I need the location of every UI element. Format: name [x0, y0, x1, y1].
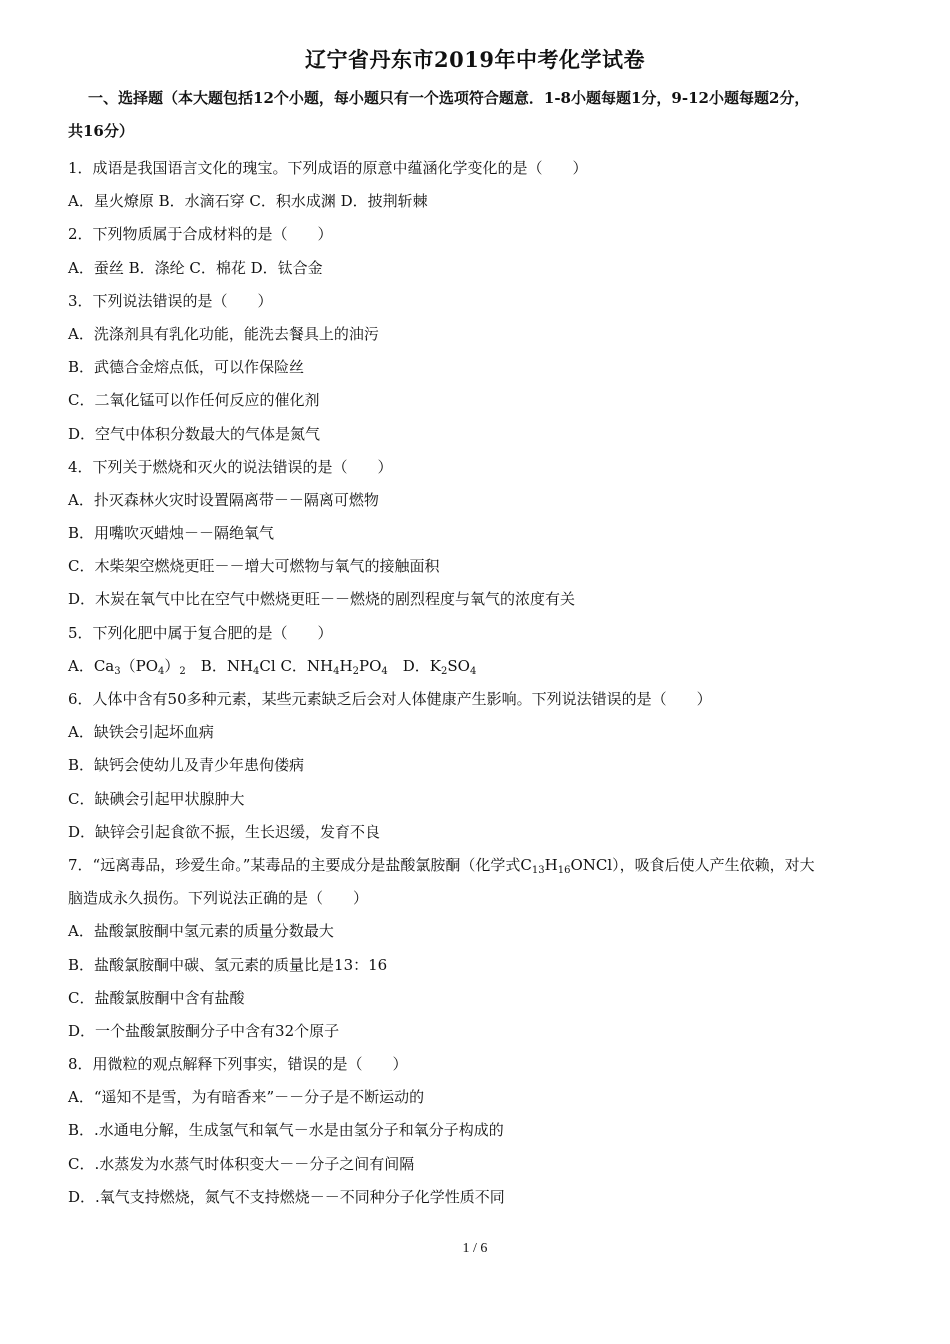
q5-text: A．Ca	[68, 656, 115, 675]
question-7-option-d: D．一个盐酸氯胺酮分子中含有32个原子	[68, 1021, 340, 1040]
q5-subscript: 4	[333, 665, 340, 677]
question-8-option-a: A．“遥知不是雪，为有暗香来”－－分子是不断运动的	[68, 1088, 425, 1107]
page-title: 辽宁省丹东市2019年中考化学试卷	[305, 47, 645, 72]
q7-subscript: 13	[531, 864, 545, 876]
section-heading	[68, 82, 908, 148]
q5-text: SO	[447, 656, 470, 675]
question-2-stem: 2．下列物质属于合成材料的是（ ）	[68, 225, 333, 244]
question-8-stem: 8．用微粒的观点解释下列事实，错误的是（ ）	[68, 1055, 408, 1074]
question-7-option-a: A．盐酸氯胺酮中氢元素的质量分数最大	[68, 922, 334, 941]
question-3-option-c: C．二氧化锰可以作任何反应的催化剂	[68, 391, 320, 410]
q5-text: ）	[164, 656, 180, 675]
q5-text: Cl C．NH	[259, 656, 334, 675]
question-4-stem: 4．下列关于燃烧和灭火的说法错误的是（ ）	[68, 457, 393, 476]
question-1-stem: 1．成语是我国语言文化的瑰宝。下列成语的原意中蕴涵化学变化的是（ ）	[68, 159, 588, 177]
q5-subscript: 4	[469, 665, 477, 677]
q5-text: PO	[358, 656, 382, 675]
q5-subscript: 4	[253, 665, 260, 677]
question-3-stem: 3．下列说法错误的是（ ）	[68, 291, 273, 310]
question-6-stem: 6．人体中含有50多种元素，某些元素缺乏后会对人体健康产生影响。下列说法错误的是（ ）	[68, 690, 712, 708]
question-5-stem: 5．下列化肥中属于复合肥的是（ ）	[68, 623, 333, 642]
q5-subscript: 2	[440, 665, 448, 677]
q7-text: ONCl），吸食后使人产生依赖，对大	[570, 855, 815, 874]
question-3-option-a: A．洗涤剂具有乳化功能，能洗去餐具上的油污	[68, 324, 379, 343]
section-heading-line-2: 共16分）	[68, 122, 134, 140]
q5-subscript: 2	[179, 665, 186, 677]
q5-subscript: 3	[114, 665, 121, 677]
question-7-stem-line-2: 脑造成永久损伤。下列说法正确的是（ ）	[68, 889, 369, 908]
q5-text: （PO	[120, 656, 159, 675]
q5-subscript: 4	[158, 665, 165, 677]
q5-subscript: 2	[352, 665, 359, 677]
question-list	[68, 152, 913, 1214]
question-7-option-b: B．盐酸氯胺酮中碳、氢元素的质量比是13：16	[68, 955, 388, 974]
page-number: 1 / 6	[462, 1241, 488, 1256]
question-3-option-b: B．武德合金熔点低，可以作保险丝	[68, 358, 305, 377]
question-8-option-d: D．.氧气支持燃烧，氮气不支持燃烧－－不同种分子化学性质不同	[68, 1187, 505, 1206]
question-6-option-d: D．缺锌会引起食欲不振，生长迟缓，发育不良	[68, 822, 381, 841]
question-1-options: A．星火燎原 B．水滴石穿 C．积水成渊 D．披荆斩棘	[68, 192, 428, 211]
question-6-option-b: B．缺钙会使幼儿及青少年患佝偻病	[68, 756, 305, 775]
question-8-option-b: B．.水通电分解，生成氢气和氧气－水是由氢分子和氧分子构成的	[68, 1121, 504, 1140]
question-4-option-a: A．扑灭森林火灾时设置隔离带－－隔离可燃物	[68, 490, 379, 509]
q5-text: B．NH	[185, 656, 254, 675]
question-2-options: A．蚕丝 B．涤纶 C．棉花 D．钛合金	[68, 258, 323, 277]
question-6-option-a: A．缺铁会引起坏血病	[68, 723, 214, 742]
question-4-option-d: D．木炭在氧气中比在空气中燃烧更旺－－燃烧的剧烈程度与氧气的浓度有关	[68, 590, 576, 609]
q5-subscript: 4	[381, 665, 388, 677]
question-7-option-c: C．盐酸氯胺酮中含有盐酸	[68, 988, 245, 1007]
question-4-option-b: B．用嘴吹灭蜡烛－－隔绝氧气	[68, 524, 275, 543]
q7-text: 7．“远离毒品，珍爱生命。”某毒品的主要成分是盐酸氯胺酮（化学式C	[68, 855, 532, 874]
question-3-option-d: D．空气中体积分数最大的气体是氮气	[68, 424, 321, 443]
section-heading-line-1: 一、选择题（本大题包括12个小题，每小题只有一个选项符合题意．1-8小题每题1分，9-12小题每题2分，	[88, 89, 810, 107]
question-6-option-c: C．缺碘会引起甲状腺肿大	[68, 789, 245, 808]
q7-subscript: 16	[557, 864, 571, 876]
q7-text: H	[544, 855, 558, 874]
question-4-option-c: C．木柴架空燃烧更旺－－增大可燃物与氧气的接触面积	[68, 557, 440, 576]
question-8-option-c: C．.水蒸发为水蒸气时体积变大－－分子之间有间隔	[68, 1154, 415, 1173]
question-5-options	[68, 650, 913, 683]
question-7-stem-line-1	[68, 849, 913, 882]
q5-text: D．K	[387, 656, 441, 675]
q5-text: H	[339, 656, 353, 675]
